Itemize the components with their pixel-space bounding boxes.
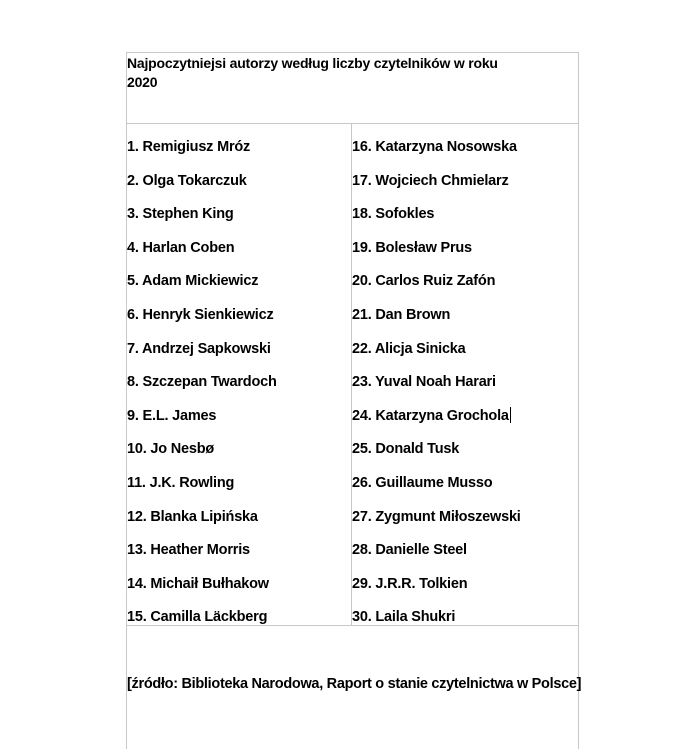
author-list-item: 22. Alicja Sinicka bbox=[352, 340, 466, 357]
author-list-item: 5. Adam Mickiewicz bbox=[127, 273, 259, 290]
author-list-item: 10. Jo Nesbø bbox=[127, 441, 215, 458]
author-list-item: 4. Harlan Coben bbox=[127, 239, 235, 256]
left-author-list bbox=[127, 138, 277, 642]
author-list-item: 7. Andrzej Sapkowski bbox=[127, 340, 271, 357]
right-author-list bbox=[352, 138, 521, 642]
source-note: [źródło: Biblioteka Narodowa, Raport o stanie czytelnictwa w Polsce] bbox=[127, 676, 582, 692]
author-list-item: 1. Remigiusz Mróz bbox=[127, 139, 251, 155]
title-cell[interactable] bbox=[126, 52, 579, 124]
author-list-item: 25. Donald Tusk bbox=[352, 441, 460, 458]
author-list-item: 3. Stephen King bbox=[127, 206, 234, 223]
author-list-item: 19. Bolesław Prus bbox=[352, 239, 472, 256]
author-list-item: 16. Katarzyna Nosowska bbox=[352, 139, 517, 155]
author-list-item: 15. Camilla Läckberg bbox=[127, 609, 268, 626]
left-column-cell[interactable] bbox=[126, 123, 352, 626]
author-list-item: 27. Zygmunt Miłoszewski bbox=[352, 508, 521, 525]
author-list-item: 30. Laila Shukri bbox=[352, 609, 456, 626]
author-list-item: 21. Dan Brown bbox=[352, 306, 451, 323]
author-list-item: 11. J.K. Rowling bbox=[127, 474, 235, 491]
author-list-item: 14. Michaił Bułhakow bbox=[127, 575, 269, 592]
author-list-item: 2. Olga Tokarczuk bbox=[127, 172, 247, 189]
author-list-item: 18. Sofokles bbox=[352, 206, 435, 223]
author-list-item: 8. Szczepan Twardoch bbox=[127, 374, 277, 391]
author-list-item: 26. Guillaume Musso bbox=[352, 474, 493, 491]
author-list-item: 17. Wojciech Chmielarz bbox=[352, 172, 509, 189]
author-list-item: 28. Danielle Steel bbox=[352, 542, 467, 559]
text-cursor bbox=[510, 407, 511, 423]
author-list-item: 13. Heather Morris bbox=[127, 542, 250, 559]
author-list-item: 6. Henryk Sienkiewicz bbox=[127, 306, 274, 323]
author-list-item: 23. Yuval Noah Harari bbox=[352, 374, 496, 391]
author-list-item: 24. Katarzyna Grochola bbox=[352, 407, 509, 424]
author-list-item: 20. Carlos Ruiz Zafón bbox=[352, 273, 496, 290]
source-cell[interactable] bbox=[126, 625, 582, 749]
document-title: Najpoczytniejsi autorzy według liczby czytelników w roku 2020 bbox=[127, 55, 498, 90]
author-list-item: 9. E.L. James bbox=[127, 407, 217, 424]
author-list-item: 29. J.R.R. Tolkien bbox=[352, 575, 468, 592]
right-column-cell[interactable] bbox=[351, 123, 579, 626]
author-list-item: 12. Blanka Lipińska bbox=[127, 508, 258, 525]
document-table bbox=[126, 52, 582, 749]
